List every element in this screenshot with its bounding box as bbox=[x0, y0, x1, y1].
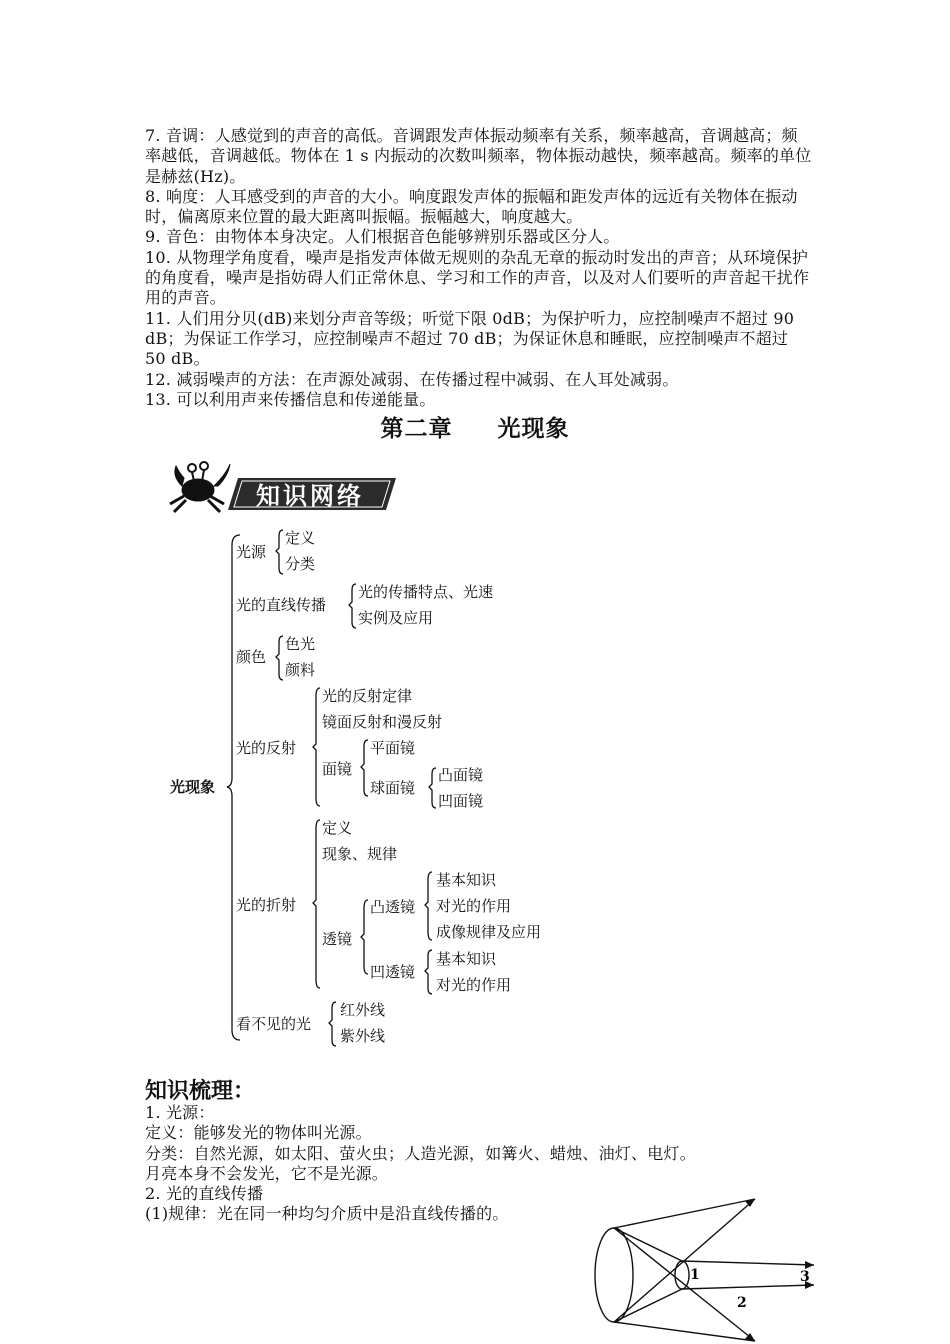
ray bbox=[682, 1285, 814, 1289]
paragraph: 12. 减弱噪声的方法：在声源处减弱、在传播过程中减弱、在人耳处减弱。 bbox=[145, 369, 679, 389]
node-color: 颜色 bbox=[236, 648, 267, 666]
paragraph: 1. 光源： bbox=[145, 1103, 215, 1122]
node-root: 光现象 bbox=[170, 778, 216, 796]
node-leaf: 红外线 bbox=[340, 1001, 386, 1019]
node-leaf: 色光 bbox=[285, 635, 316, 653]
node-leaf: 镜面反射和漫反射 bbox=[322, 713, 443, 731]
node-rectilinear: 光的直线传播 bbox=[236, 596, 327, 614]
ray bbox=[614, 1199, 755, 1228]
section-heading: 知识梳理： bbox=[145, 1079, 256, 1104]
node-concave-lens: 凹透镜 bbox=[370, 963, 416, 981]
bracket bbox=[329, 1002, 336, 1046]
bracket bbox=[425, 872, 432, 940]
obstacle-ball bbox=[675, 1261, 689, 1289]
node-leaf: 光的传播特点、光速 bbox=[358, 583, 494, 601]
node-leaf: 颜料 bbox=[285, 661, 316, 679]
bracket bbox=[313, 820, 320, 988]
bracket bbox=[425, 950, 432, 994]
ray bbox=[614, 1228, 755, 1341]
bracket bbox=[429, 768, 436, 808]
paragraph: 分类：自然光源，如太阳、萤火虫；人造光源，如篝火、蜡烛、油灯、电灯。 bbox=[145, 1143, 696, 1163]
paragraph: 2. 光的直线传播 bbox=[145, 1184, 264, 1204]
chapter-title: 第二章 光现象 bbox=[380, 416, 570, 442]
node-leaf: 凸面镜 bbox=[438, 766, 484, 784]
node-spherical-mirror: 球面镜 bbox=[370, 779, 416, 797]
paragraph: 月亮本身不会发光，它不是光源。 bbox=[145, 1163, 389, 1183]
node-leaf: 基本知识 bbox=[436, 871, 497, 889]
paragraph: 11. 人们用分贝(dB)来划分声音等级；听觉下限 0dB；为保护听力，应控制噪声不超过 90 dB；为保证工作学习，应控制噪声不超过 70 dB；为保证休息和睡眠，应控制噪声不超过 50 dB。 bbox=[145, 308, 795, 369]
node-leaf: 现象、规律 bbox=[322, 845, 398, 863]
paragraph: 13. 可以利用声来传播信息和传递能量。 bbox=[145, 389, 436, 409]
node-lens: 透镜 bbox=[322, 930, 353, 948]
node-leaf: 基本知识 bbox=[436, 950, 497, 968]
paragraph: 10. 从物理学角度看，噪声是指发声体做无规则的杂乱无章的振动时发出的声音；从环境保护的角度看，噪声是指妨碍人们正常休息、学习和工作的声音，以及对人们要听的声音起干扰作用的声音。 bbox=[145, 247, 810, 308]
label-1: 1 bbox=[690, 1267, 700, 1283]
paragraph: 7. 音调：人感觉到的声音的高低。音调跟发声体振动频率有关系，频率越高，音调越高；频率越低，音调越低。物体在 1 s 内振动的次数叫频率，物体振动越快，频率越高。频率的单位是赫兹(Hz)。 bbox=[145, 126, 812, 186]
node-leaf: 定义 bbox=[322, 819, 353, 837]
node-leaf: 实例及应用 bbox=[358, 609, 434, 627]
node-leaf: 分类 bbox=[285, 555, 316, 573]
banner-label: 知识网络 bbox=[256, 482, 364, 510]
node-refraction: 光的折射 bbox=[236, 896, 297, 914]
node-leaf: 光的反射定律 bbox=[322, 687, 413, 705]
bracket bbox=[276, 636, 283, 680]
node-leaf: 定义 bbox=[285, 529, 316, 547]
node-leaf: 对光的作用 bbox=[436, 976, 512, 994]
node-leaf: 紫外线 bbox=[340, 1027, 386, 1045]
label-2: 2 bbox=[737, 1295, 747, 1311]
node-leaf: 成像规律及应用 bbox=[436, 923, 542, 941]
node-mirror: 面镜 bbox=[322, 760, 353, 778]
node-reflection: 光的反射 bbox=[236, 739, 297, 757]
light-source-disc bbox=[595, 1228, 633, 1322]
paragraph: 9. 音色：由物体本身决定。人们根据音色能够辨别乐器或区分人。 bbox=[145, 227, 620, 247]
bracket bbox=[361, 740, 368, 796]
bracket bbox=[276, 530, 283, 574]
node-convex-lens: 凸透镜 bbox=[370, 898, 416, 916]
paragraph: (1)规律：光在同一种均匀介质中是沿直线传播的。 bbox=[145, 1204, 509, 1224]
node-leaf: 对光的作用 bbox=[436, 897, 512, 915]
label-3: 3 bbox=[800, 1269, 810, 1285]
bracket bbox=[361, 900, 368, 974]
node-leaf: 凹面镜 bbox=[438, 792, 484, 810]
node-leaf: 平面镜 bbox=[370, 739, 416, 757]
bracket bbox=[313, 688, 320, 806]
umbra-diagram bbox=[590, 1195, 830, 1344]
paragraph: 定义：能够发光的物体叫光源。 bbox=[145, 1123, 372, 1143]
node-invisible-light: 看不见的光 bbox=[236, 1015, 312, 1033]
paragraph: 8. 响度：人耳感受到的声音的大小。响度跟发声体的振幅和距发声体的远近有关物体在振动时，偏离原来位置的最大距离叫振幅。振幅越大，响度越大。 bbox=[145, 186, 798, 227]
node-light-source: 光源 bbox=[236, 543, 267, 561]
bracket bbox=[349, 584, 356, 628]
ray bbox=[682, 1261, 814, 1265]
